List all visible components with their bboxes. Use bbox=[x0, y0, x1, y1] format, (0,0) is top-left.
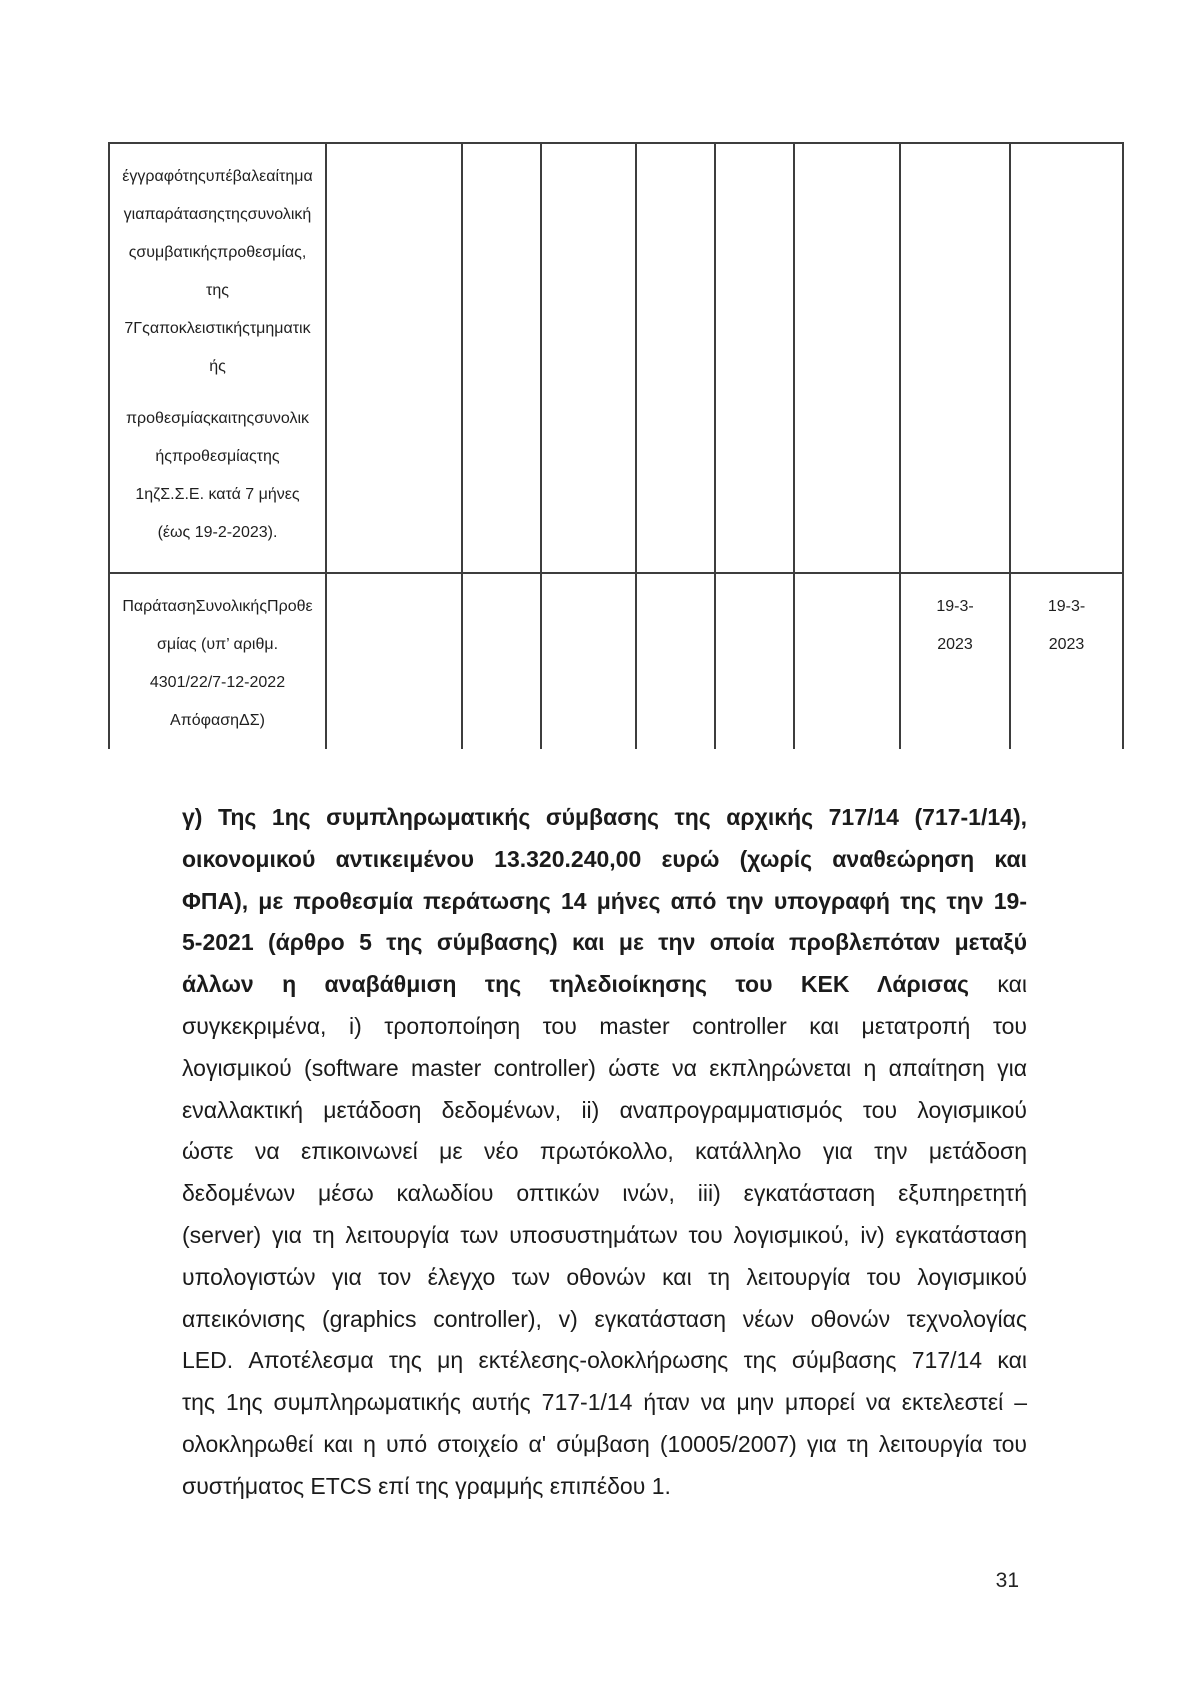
text-segment: λογισμικού (software master controller) ώστε να εκπληρώνεται η απαίτηση για bbox=[182, 1054, 1027, 1081]
cell-text-block bbox=[1017, 588, 1116, 664]
cell-line: γιαπαράτασηςτηςσυνολική bbox=[123, 206, 312, 223]
cell-line: ήςπροθεσμίαςτης bbox=[155, 448, 280, 465]
paragraph-line bbox=[182, 922, 1027, 964]
table-cell bbox=[326, 573, 462, 749]
text-segment: ολοκληρωθεί και η υπό στοιχείο α' σύμβαση (10005/2007) για τη λειτουργία του bbox=[182, 1430, 1027, 1457]
bold-text-segment: ΦΠΑ), με προθεσμία περάτωσης 14 μήνες από την υπογραφή της την 19- bbox=[182, 887, 1027, 914]
cell-line: (έως 19-2-2023). bbox=[157, 524, 278, 541]
paragraph-line bbox=[182, 881, 1027, 923]
cell-text-block bbox=[116, 158, 319, 386]
contract-deadlines-table bbox=[108, 142, 1124, 749]
text-segment: απεικόνισης (graphics controller), v) εγκατάσταση νέων οθονών τεχνολογίας bbox=[182, 1305, 1027, 1332]
paragraph-line bbox=[182, 1006, 1027, 1048]
bold-text-segment: οικονομικού αντικειμένου 13.320.240,00 ευρώ (χωρίς αναθεώρηση και bbox=[182, 845, 1027, 872]
cell-line: 19-3- bbox=[1047, 598, 1086, 615]
bold-text-segment: άλλων η αναβάθμιση της τηλεδιοίκησης του ΚΕΚ Λάρισας bbox=[182, 971, 969, 998]
paragraph-line bbox=[182, 1048, 1027, 1090]
cell-line: 19-3- bbox=[936, 598, 974, 615]
paragraph-line bbox=[182, 1299, 1027, 1341]
cell-line: σμίας (υπ’ αριθμ. bbox=[156, 636, 279, 653]
text-segment: συστήματος ETCS επί της γραμμής επιπέδου 1. bbox=[182, 1472, 671, 1499]
table-cell bbox=[794, 573, 900, 749]
cell-text-block bbox=[116, 588, 319, 740]
table-cell bbox=[900, 573, 1010, 749]
text-segment: (server) για τη λειτουργία των υποσυστημάτων του λογισμικού, iv) εγκατάσταση bbox=[182, 1221, 1027, 1248]
text-segment: εναλλακτική μετάδοση δεδομένων, ii) αναπρογραμματισμός του λογισμικού bbox=[182, 1096, 1027, 1123]
text-segment: συγκεκριμένα, i) τροποποίηση του master controller και μετατροπή του bbox=[182, 1012, 1027, 1039]
text-segment: της 1ης συμπληρωματικής αυτής 717-1/14 ήταν να μην μπορεί να εκτελεστεί – bbox=[182, 1389, 1027, 1416]
table-cell bbox=[715, 143, 794, 573]
cell-line: προθεσμίαςκαιτηςσυνολικ bbox=[126, 410, 309, 427]
table-cell bbox=[541, 143, 636, 573]
page-number: 31 bbox=[995, 1569, 1019, 1592]
table-cell bbox=[715, 573, 794, 749]
paragraph-line bbox=[182, 1382, 1027, 1424]
table-cell bbox=[794, 143, 900, 573]
paragraph-line bbox=[182, 1340, 1027, 1382]
paragraph-line bbox=[182, 1215, 1027, 1257]
cell-text-block bbox=[116, 400, 319, 552]
table-cell bbox=[636, 573, 715, 749]
table-cell bbox=[636, 143, 715, 573]
table-cell bbox=[900, 143, 1010, 573]
paragraph-line bbox=[182, 1090, 1027, 1132]
table-cell bbox=[109, 143, 326, 573]
text-segment: ώστε να επικοινωνεί με νέο πρωτόκολλο, κατάλληλο για την μετάδοση bbox=[182, 1138, 1027, 1165]
paragraph-line bbox=[182, 1424, 1027, 1466]
paragraph-line bbox=[182, 1257, 1027, 1299]
table-cell bbox=[109, 573, 326, 749]
text-segment: και bbox=[968, 971, 1027, 998]
table-cell bbox=[462, 143, 541, 573]
table-cell bbox=[1010, 143, 1123, 573]
cell-line: 1ηζΣ.Σ.Ε. κατά 7 μήνες bbox=[135, 486, 300, 503]
table-cell bbox=[462, 573, 541, 749]
table-row bbox=[109, 143, 1123, 573]
bold-text-segment: γ) Της 1ης συμπληρωματικής σύμβασης της αρχικής 717/14 (717-1/14), bbox=[182, 804, 1027, 830]
text-segment: δεδομένων μέσω καλωδίου οπτικών ινών, iii) εγκατάσταση εξυπηρετητή bbox=[182, 1180, 1027, 1207]
paragraph-line bbox=[182, 1131, 1027, 1173]
table-cell bbox=[326, 143, 462, 573]
table-cell bbox=[541, 573, 636, 749]
cell-line: έγγραφότηςυπέβαλεαίτημα bbox=[122, 168, 313, 185]
cell-line: ΠαράτασηΣυνολικήςΠροθε bbox=[122, 598, 313, 615]
paragraph-line bbox=[182, 1173, 1027, 1215]
paragraph-line bbox=[182, 797, 1027, 839]
cell-line: της bbox=[206, 282, 229, 299]
text-segment: υπολογιστών για τον έλεγχο των οθονών και τη λειτουργία του λογισμικού bbox=[182, 1263, 1027, 1290]
cell-text-block bbox=[907, 588, 1003, 664]
table-cell bbox=[1010, 573, 1123, 749]
paragraph-line bbox=[182, 839, 1027, 881]
paragraph-line bbox=[182, 964, 1027, 1006]
cell-line: ςσυμβατικήςπροθεσμίας, bbox=[128, 244, 307, 261]
cell-line: 2023 bbox=[937, 636, 973, 653]
text-segment: LED. Αποτέλεσμα της μη εκτέλεσης-ολοκλήρωσης της σύμβασης 717/14 και bbox=[182, 1347, 1027, 1374]
body-paragraph bbox=[182, 797, 1027, 1508]
cell-line: ής bbox=[209, 358, 226, 375]
cell-line: 7Γςαποκλειστικήςτμηματικ bbox=[124, 320, 311, 337]
paragraph-line bbox=[182, 1466, 1027, 1508]
table-row bbox=[109, 573, 1123, 749]
cell-line: 2023 bbox=[1048, 636, 1085, 653]
cell-line: ΑπόφασηΔΣ) bbox=[170, 712, 265, 729]
cell-line: 4301/22/7-12-2022 bbox=[149, 674, 286, 691]
bold-text-segment: 5-2021 (άρθρο 5 της σύμβασης) και με την οποία προβλεπόταν μεταξύ bbox=[182, 929, 1027, 956]
